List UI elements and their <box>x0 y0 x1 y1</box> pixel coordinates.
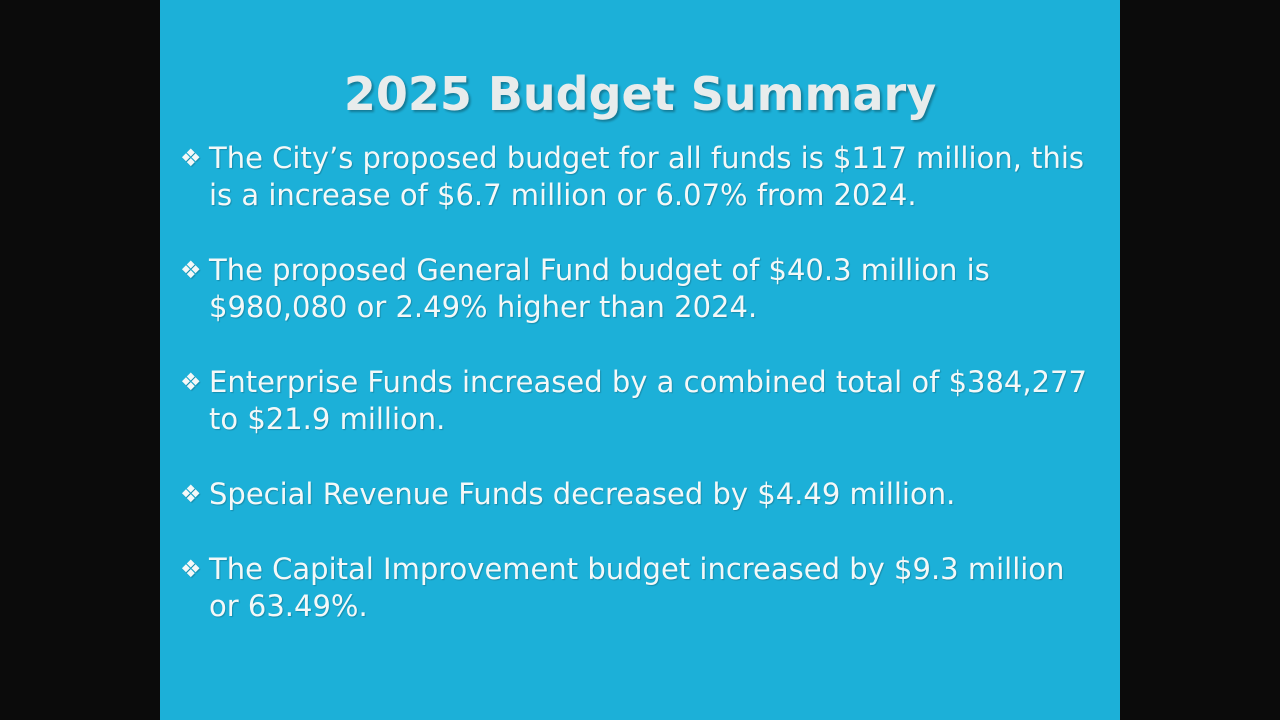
bullet-item-total-budget <box>180 140 1100 214</box>
letterbox-right <box>1120 0 1280 720</box>
bullet-item-enterprise-funds <box>180 364 1100 438</box>
four-diamond-bullet-icon: ❖ <box>180 480 202 508</box>
four-diamond-bullet-icon: ❖ <box>180 368 202 396</box>
bullet-item-general-fund <box>180 252 1100 326</box>
presentation-slide <box>160 0 1120 720</box>
four-diamond-bullet-icon: ❖ <box>180 555 202 583</box>
bullet-list <box>180 140 1100 663</box>
bullet-text: The Capital Improvement budget increased by $9.3 million or 63.49%. <box>209 552 1065 623</box>
slide-title: 2025 Budget Summary <box>343 67 937 121</box>
bullet-text: The City’s proposed budget for all funds is $117 million, this is a increase of $6.7 million or 6.07% from 2024. <box>209 141 1084 212</box>
bullet-text: The proposed General Fund budget of $40.3 million is $980,080 or 2.49% higher than 2024. <box>209 253 990 324</box>
four-diamond-bullet-icon: ❖ <box>180 144 202 172</box>
bullet-text: Enterprise Funds increased by a combined total of $384,277 to $21.9 million. <box>209 365 1087 436</box>
bullet-item-capital-improvement <box>180 551 1100 625</box>
four-diamond-bullet-icon: ❖ <box>180 256 202 284</box>
letterbox-left <box>0 0 160 720</box>
bullet-text: Special Revenue Funds decreased by $4.49 million. <box>209 477 956 511</box>
bullet-item-special-revenue <box>180 476 1100 513</box>
